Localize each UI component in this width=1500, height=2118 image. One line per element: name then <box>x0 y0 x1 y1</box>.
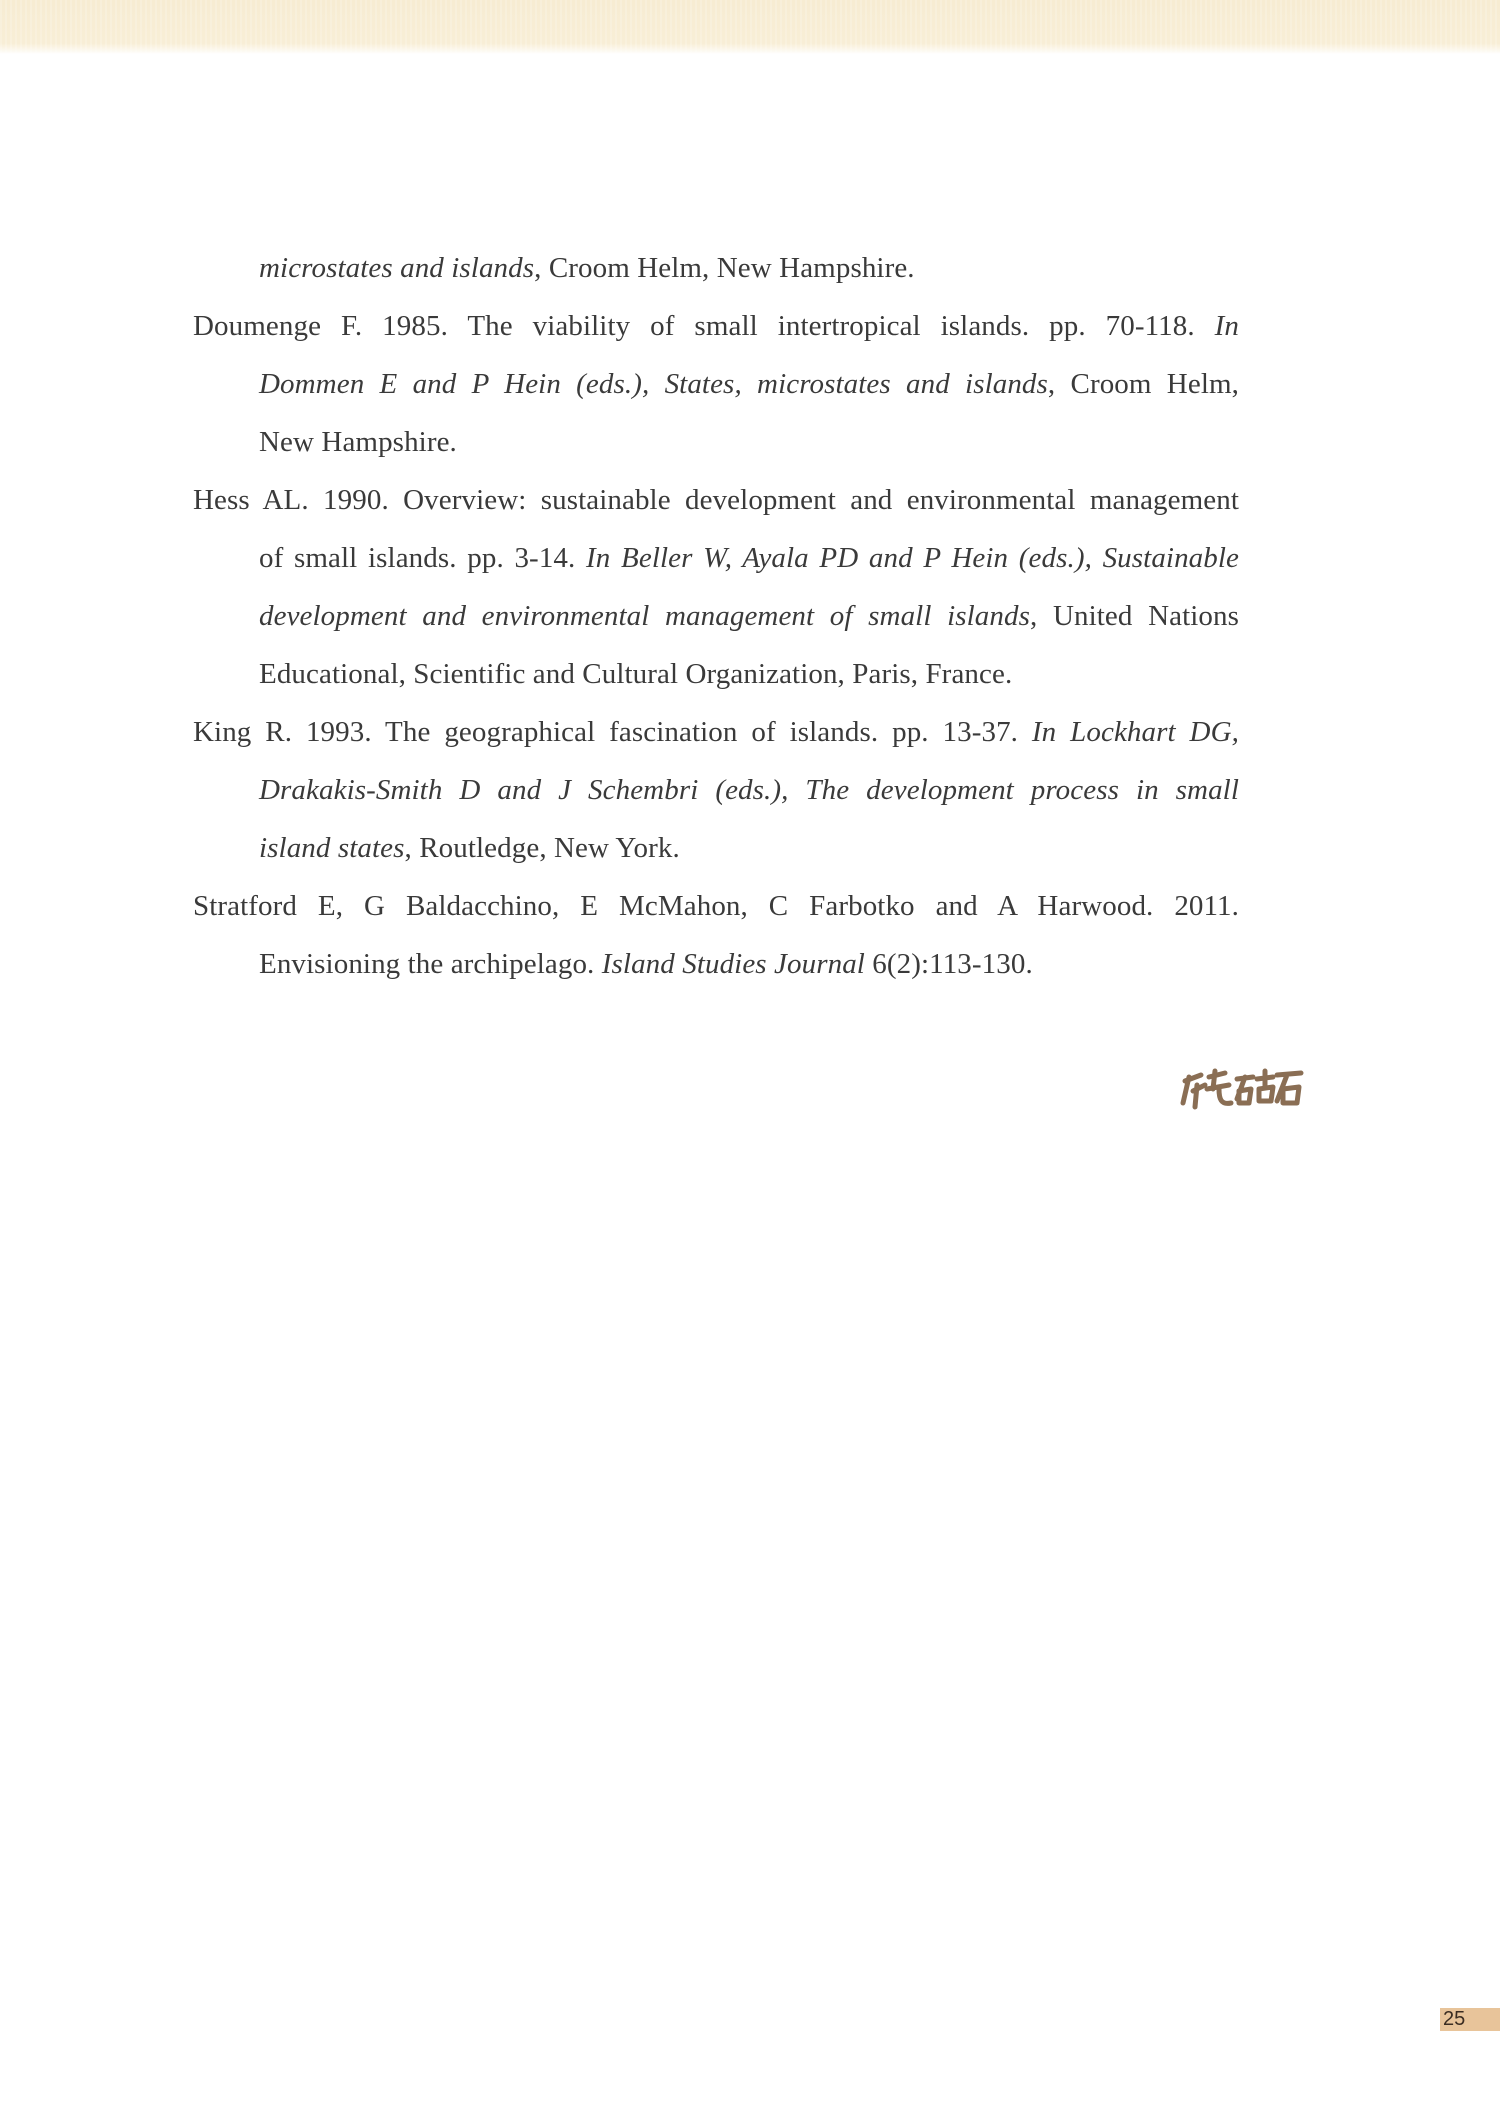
ref-italic: development and environmental management of small islands <box>259 600 1030 632</box>
ref-text: , United Nations <box>1030 600 1240 632</box>
reference-line <box>259 946 1033 982</box>
ref-italic: microstates and islands <box>259 252 535 284</box>
ref-italic: In Lockhart DG, <box>1031 716 1239 748</box>
ref-text: King R. 1993. The geographical fascination of islands. pp. 13-37. <box>193 716 1032 748</box>
ref-text: Stratford E, G Baldacchino, E McMahon, C Farbotko and A Harwood. 2011. <box>193 890 1239 922</box>
page-number: 25 <box>1440 2008 1500 2031</box>
ref-text: , Croom Helm, New Hampshire. <box>534 252 915 284</box>
ref-text: 6(2):113-130. <box>864 948 1033 980</box>
reference-line <box>259 772 1239 808</box>
ref-italic: Dommen E and P Hein (eds.), States, microstates and islands <box>259 368 1048 400</box>
reference-line <box>259 830 680 866</box>
ref-italic: Island Studies Journal <box>601 948 865 980</box>
reference-doumenge <box>193 308 1239 344</box>
reference-line <box>259 656 1012 692</box>
top-decorative-band <box>0 0 1500 54</box>
ref-text: of small islands. pp. 3-14. <box>259 542 587 574</box>
reference-stratford <box>193 888 1239 924</box>
ref-text: New Hampshire. <box>259 426 457 458</box>
reference-line <box>259 424 457 460</box>
reference-line <box>259 540 1239 576</box>
reference-line <box>259 366 1239 402</box>
ref-italic: In <box>1214 310 1239 342</box>
ref-text: Doumenge F. 1985. The viability of small intertropical islands. pp. 70-118. <box>193 310 1215 342</box>
reference-line <box>259 250 915 286</box>
reference-king <box>193 714 1239 750</box>
ref-text: Hess AL. 1990. Overview: sustainable development and environmental management <box>193 484 1239 516</box>
ref-text: Educational, Scientific and Cultural Organization, Paris, France. <box>259 658 1013 690</box>
ref-italic: Drakakis-Smith D and J Schembri (eds.), The development process in small <box>259 774 1239 806</box>
ref-text: , Croom Helm, <box>1047 368 1239 400</box>
ref-italic: island states <box>259 832 405 864</box>
reference-line <box>259 598 1239 634</box>
ref-text: Envisioning the archipelago. <box>259 948 602 980</box>
calligraphy-logo <box>1175 1063 1305 1113</box>
reference-hess <box>193 482 1239 518</box>
ref-text: , Routledge, New York. <box>404 832 680 864</box>
ref-italic: In Beller W, Ayala PD and P Hein (eds.), Sustainable <box>586 542 1240 574</box>
